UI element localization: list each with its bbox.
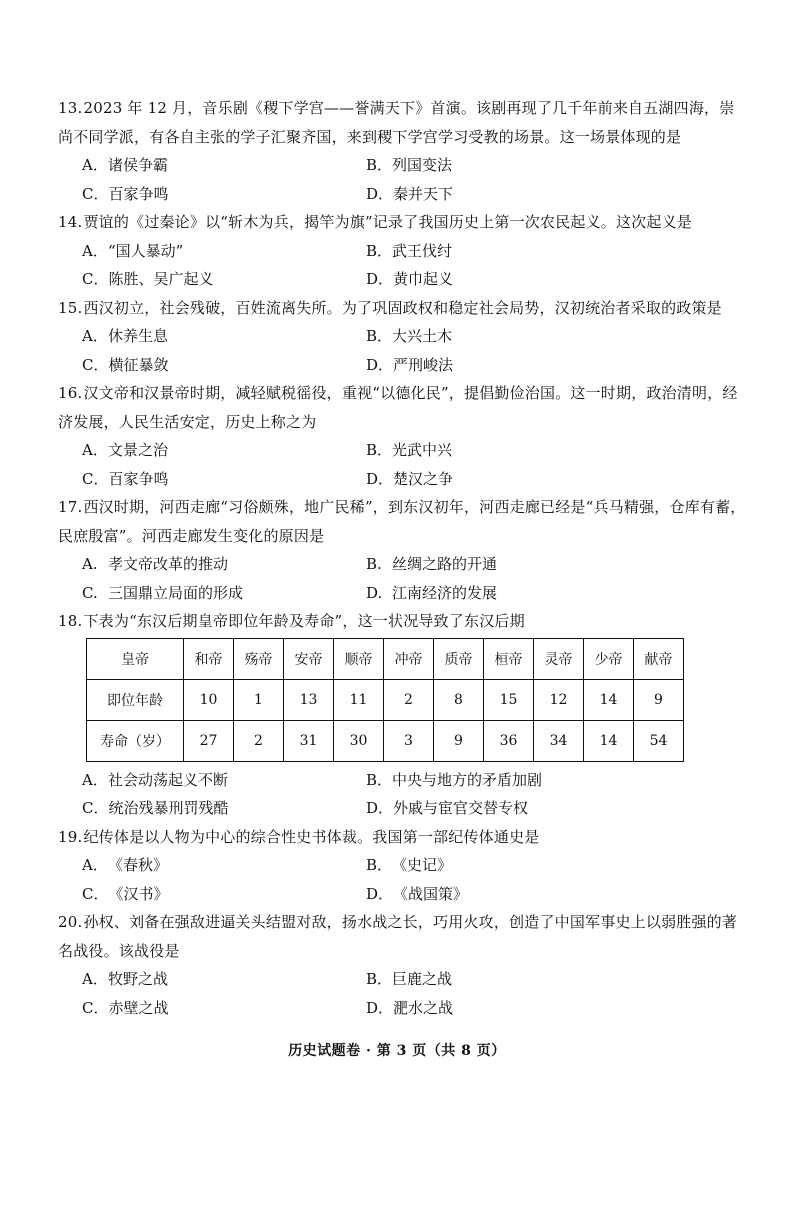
option-a[interactable] bbox=[82, 237, 366, 266]
option-letter: D． bbox=[366, 884, 394, 903]
option-b[interactable] bbox=[366, 851, 686, 880]
option-text: 赤壁之战 bbox=[108, 998, 169, 1017]
question-20 bbox=[58, 908, 748, 1022]
question-number: 13. bbox=[58, 99, 83, 117]
option-letter: C． bbox=[82, 355, 109, 374]
question-14 bbox=[58, 208, 748, 294]
option-b[interactable] bbox=[366, 436, 686, 465]
option-d[interactable] bbox=[366, 465, 686, 494]
option-b[interactable] bbox=[366, 237, 686, 266]
option-c[interactable] bbox=[82, 994, 366, 1023]
table-cell: 和帝 bbox=[184, 638, 234, 679]
option-text: 孝文帝改革的推动 bbox=[108, 555, 229, 573]
question-18 bbox=[58, 607, 748, 823]
option-text: 武王伐纣 bbox=[392, 241, 453, 260]
table-cell: 27 bbox=[184, 720, 234, 761]
option-letter: C． bbox=[82, 799, 109, 817]
option-text: 秦并天下 bbox=[393, 184, 454, 203]
table-cell: 34 bbox=[534, 720, 584, 761]
table-cell: 2 bbox=[234, 720, 284, 761]
exam-page-body bbox=[58, 94, 748, 1022]
option-a[interactable] bbox=[82, 436, 366, 465]
option-letter: B． bbox=[366, 441, 393, 459]
option-text: 中央与地方的矛盾加剧 bbox=[392, 770, 543, 789]
option-text: 统治残暴刑罚残酷 bbox=[108, 799, 229, 817]
question-text: 贾谊的《过秦论》以“斩木为兵，揭竿为旗”记录了我国历史上第一次农民起义。这次起义是 bbox=[83, 213, 693, 231]
question-text: 下表为“东汉后期皇帝即位年龄及寿命”，这一状况导致了东汉后期 bbox=[83, 612, 525, 630]
option-letter: B． bbox=[366, 156, 393, 174]
question-text: 汉文帝和汉景帝时期，减轻赋税徭役，重视“以德化民”，提倡勤俭治国。这一时期，政治清明，经济发展，人民生活安定，历史上称之为 bbox=[58, 384, 738, 431]
option-d[interactable] bbox=[366, 880, 686, 909]
question-text: 纪传体是以人物为中心的综合性史书体裁。我国第一部纪传体通史是 bbox=[83, 827, 540, 846]
option-d[interactable] bbox=[366, 994, 686, 1023]
table-row bbox=[87, 638, 684, 679]
option-letter: D. bbox=[366, 583, 383, 602]
option-letter: B． bbox=[366, 241, 393, 260]
option-letter: A． bbox=[82, 441, 108, 459]
question-text: 西汉初立，社会残破，百姓流离失所。为了巩固政权和稳定社会局势，汉初统治者采取的政策是 bbox=[83, 298, 722, 317]
option-letter: B． bbox=[366, 856, 393, 874]
option-text: 巨鹿之战 bbox=[392, 970, 453, 988]
option-text: 外戚与宦官交替专权 bbox=[393, 799, 529, 817]
question-text: 西汉时期，河西走廊“习俗颇殊，地广民稀”，到东汉初年，河西走廊已经是“兵马精强，仓库有蓄，民庶殷富”。河西走廊发生变化的原因是 bbox=[58, 498, 746, 545]
option-letter: C． bbox=[82, 270, 109, 288]
option-text: 百家争鸣 bbox=[108, 184, 169, 203]
table-cell: 13 bbox=[284, 679, 334, 720]
option-letter: B． bbox=[366, 327, 393, 345]
option-letter: C． bbox=[82, 184, 109, 203]
question-13 bbox=[58, 94, 748, 208]
option-text: 淝水之战 bbox=[393, 998, 454, 1017]
option-letter: B. bbox=[366, 555, 382, 573]
table-cell: 11 bbox=[334, 679, 384, 720]
table-row bbox=[87, 679, 684, 720]
option-b[interactable] bbox=[366, 766, 686, 795]
option-b[interactable] bbox=[366, 322, 686, 351]
options-grid bbox=[58, 151, 748, 208]
option-a[interactable] bbox=[82, 965, 366, 994]
option-text: 列国变法 bbox=[392, 156, 453, 174]
question-number: 20. bbox=[58, 913, 83, 931]
option-text: 楚汉之争 bbox=[393, 469, 454, 488]
option-a[interactable] bbox=[82, 851, 366, 880]
table-cell: 10 bbox=[184, 679, 234, 720]
option-a[interactable] bbox=[82, 550, 366, 579]
options-grid bbox=[58, 766, 748, 823]
option-c[interactable] bbox=[82, 794, 366, 823]
table-cell: 献帝 bbox=[634, 638, 684, 679]
question-text: 孙权、刘备在强敌进逼关头结盟对敌，扬水战之长，巧用火攻，创造了中国军事史上以弱胜强的著名战役。该战役是 bbox=[58, 913, 738, 960]
table-cell: 3 bbox=[384, 720, 434, 761]
option-text: 《汉书》 bbox=[108, 884, 169, 903]
option-c[interactable] bbox=[82, 351, 366, 380]
options-grid bbox=[58, 322, 748, 379]
page-footer: 历史试题卷 · 第 3 页（共 8 页） bbox=[288, 1043, 506, 1059]
question-stem bbox=[58, 493, 748, 550]
table-cell: 12 bbox=[534, 679, 584, 720]
question-number: 16. bbox=[58, 384, 83, 402]
table-cell: 15 bbox=[484, 679, 534, 720]
question-stem bbox=[58, 908, 748, 965]
option-text: 百家争鸣 bbox=[108, 469, 169, 488]
question-16 bbox=[58, 379, 748, 493]
option-text: 诸侯争霸 bbox=[108, 156, 169, 174]
options-grid bbox=[58, 550, 748, 607]
option-letter: A． bbox=[82, 970, 108, 988]
table-cell: 少帝 bbox=[584, 638, 634, 679]
question-number: 15. bbox=[58, 298, 83, 317]
question-number: 19. bbox=[58, 827, 83, 846]
option-letter: D． bbox=[366, 355, 394, 374]
option-text: 大兴土木 bbox=[392, 327, 453, 345]
table-cell: 14 bbox=[584, 720, 634, 761]
option-a[interactable] bbox=[82, 766, 366, 795]
option-d[interactable] bbox=[366, 794, 686, 823]
option-text: 休养生息 bbox=[108, 327, 169, 345]
table-cell: 36 bbox=[484, 720, 534, 761]
option-a[interactable] bbox=[82, 322, 366, 351]
option-c[interactable] bbox=[82, 579, 366, 608]
option-d[interactable] bbox=[366, 180, 686, 209]
option-letter: D． bbox=[366, 270, 394, 288]
option-a[interactable] bbox=[82, 151, 366, 180]
question-stem bbox=[58, 607, 748, 636]
table-cell: 14 bbox=[584, 679, 634, 720]
option-text: 文景之治 bbox=[108, 441, 169, 459]
table-cell: 灵帝 bbox=[534, 638, 584, 679]
table-cell: 2 bbox=[384, 679, 434, 720]
table-cell: 8 bbox=[434, 679, 484, 720]
option-text: 三国鼎立局面的形成 bbox=[108, 583, 244, 602]
option-letter: C． bbox=[82, 998, 109, 1017]
table-cell: 寿命（岁） bbox=[87, 720, 184, 761]
table-cell: 31 bbox=[284, 720, 334, 761]
question-stem bbox=[58, 94, 748, 151]
table-cell: 54 bbox=[634, 720, 684, 761]
option-letter: A． bbox=[82, 770, 108, 789]
question-number: 18. bbox=[58, 612, 83, 630]
option-letter: B． bbox=[366, 770, 393, 789]
option-b[interactable] bbox=[366, 550, 686, 579]
table-cell: 顺帝 bbox=[334, 638, 384, 679]
option-letter: D． bbox=[366, 799, 394, 817]
question-15 bbox=[58, 294, 748, 380]
option-letter: A． bbox=[82, 241, 108, 260]
table-row bbox=[87, 720, 684, 761]
option-letter: C. bbox=[82, 583, 98, 602]
option-letter: A. bbox=[82, 555, 98, 573]
option-d[interactable] bbox=[366, 351, 686, 380]
option-text: 丝绸之路的开通 bbox=[392, 555, 498, 573]
option-d[interactable] bbox=[366, 579, 686, 608]
question-number: 14. bbox=[58, 213, 83, 231]
option-text: 《战国策》 bbox=[393, 884, 469, 903]
question-17 bbox=[58, 493, 748, 607]
options-grid bbox=[58, 851, 748, 908]
option-text: 横征暴敛 bbox=[108, 355, 169, 374]
question-stem bbox=[58, 379, 748, 436]
emperor-table bbox=[86, 638, 684, 762]
option-letter: A． bbox=[82, 156, 108, 174]
option-text: 牧野之战 bbox=[108, 970, 169, 988]
table-cell: 桓帝 bbox=[484, 638, 534, 679]
table-cell: 9 bbox=[434, 720, 484, 761]
option-text: 严刑峻法 bbox=[393, 355, 454, 374]
emperor-table-wrapper bbox=[58, 638, 748, 762]
option-c[interactable] bbox=[82, 265, 366, 294]
question-number: 17. bbox=[58, 498, 83, 516]
option-text: 江南经济的发展 bbox=[392, 583, 498, 602]
option-letter: B． bbox=[366, 970, 393, 988]
option-text: 《史记》 bbox=[392, 856, 453, 874]
question-stem bbox=[58, 823, 748, 852]
question-stem bbox=[58, 208, 748, 237]
option-c[interactable] bbox=[82, 180, 366, 209]
option-letter: C． bbox=[82, 884, 109, 903]
option-text: 社会动荡起义不断 bbox=[108, 770, 229, 789]
table-cell: 9 bbox=[634, 679, 684, 720]
table-cell: 殇帝 bbox=[234, 638, 284, 679]
option-letter: D． bbox=[366, 998, 394, 1017]
options-grid bbox=[58, 965, 748, 1022]
option-b[interactable] bbox=[366, 151, 686, 180]
table-cell: 安帝 bbox=[284, 638, 334, 679]
options-grid bbox=[58, 237, 748, 294]
table-cell: 30 bbox=[334, 720, 384, 761]
options-grid bbox=[58, 436, 748, 493]
option-text: 陈胜、吴广起义 bbox=[108, 270, 214, 288]
table-cell: 即位年龄 bbox=[87, 679, 184, 720]
table-cell: 1 bbox=[234, 679, 284, 720]
option-text: 光武中兴 bbox=[392, 441, 453, 459]
option-c[interactable] bbox=[82, 880, 366, 909]
table-cell: 质帝 bbox=[434, 638, 484, 679]
option-letter: D． bbox=[366, 184, 394, 203]
option-letter: D． bbox=[366, 469, 394, 488]
option-text: 《春秋》 bbox=[108, 856, 169, 874]
option-d[interactable] bbox=[366, 265, 686, 294]
option-text: “国人暴动” bbox=[108, 241, 184, 260]
option-c[interactable] bbox=[82, 465, 366, 494]
question-19 bbox=[58, 823, 748, 909]
option-letter: C． bbox=[82, 469, 109, 488]
question-text: 2023 年 12 月，音乐剧《稷下学宫——誉满天下》首演。该剧再现了几千年前来自五湖四海，崇尚不同学派，有各自主张的学子汇聚齐国，来到稷下学宫学习受教的场景。这一场景体现的是 bbox=[58, 99, 735, 146]
table-cell: 冲帝 bbox=[384, 638, 434, 679]
table-cell: 皇帝 bbox=[87, 638, 184, 679]
option-letter: A． bbox=[82, 327, 108, 345]
option-b[interactable] bbox=[366, 965, 686, 994]
option-text: 黄巾起义 bbox=[393, 270, 454, 288]
option-letter: A． bbox=[82, 856, 108, 874]
question-stem bbox=[58, 294, 748, 323]
